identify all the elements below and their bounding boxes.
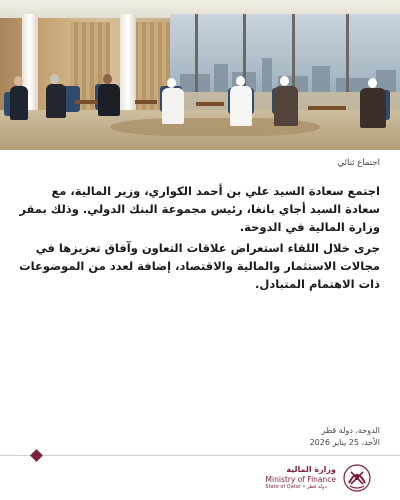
article-body <box>0 150 400 500</box>
logo-text <box>266 465 336 491</box>
article-tag: اجتماع ثنائي <box>337 158 380 168</box>
logo-arabic: وزارة المالية <box>286 465 336 474</box>
meeting-photo <box>0 0 400 150</box>
article-date: الأحد، 25 يناير 2026 <box>309 438 380 447</box>
qatar-emblem-icon <box>342 463 372 493</box>
article-paragraph-1: اجتمع سعادة السيد علي بن أحمد الكواري، وزير المالية، مع سعادة السيد أجاي بانغا، رئيس مجموعة البنك الدولي. وذلك بمقر وزارة المالية في الدوحة. <box>19 184 380 234</box>
footer-divider <box>0 455 400 456</box>
logo-english: Ministry of Finance <box>265 475 336 484</box>
logo-subtitle: State of Qatar • دولة قطر <box>265 484 327 490</box>
article-paragraph-2: جرى خلال اللقاء استعراض علاقات التعاون وآفاق تعزيزها في مجالات الاستثمار والمالية والاقتصاد، إضافة لعدد من الموضوعات ذات الاهتمام المتبادل. <box>19 241 380 291</box>
pillar-center <box>120 14 136 114</box>
ministry-logo <box>266 460 372 496</box>
article-location: الدوحة، دولة قطر <box>321 426 380 435</box>
